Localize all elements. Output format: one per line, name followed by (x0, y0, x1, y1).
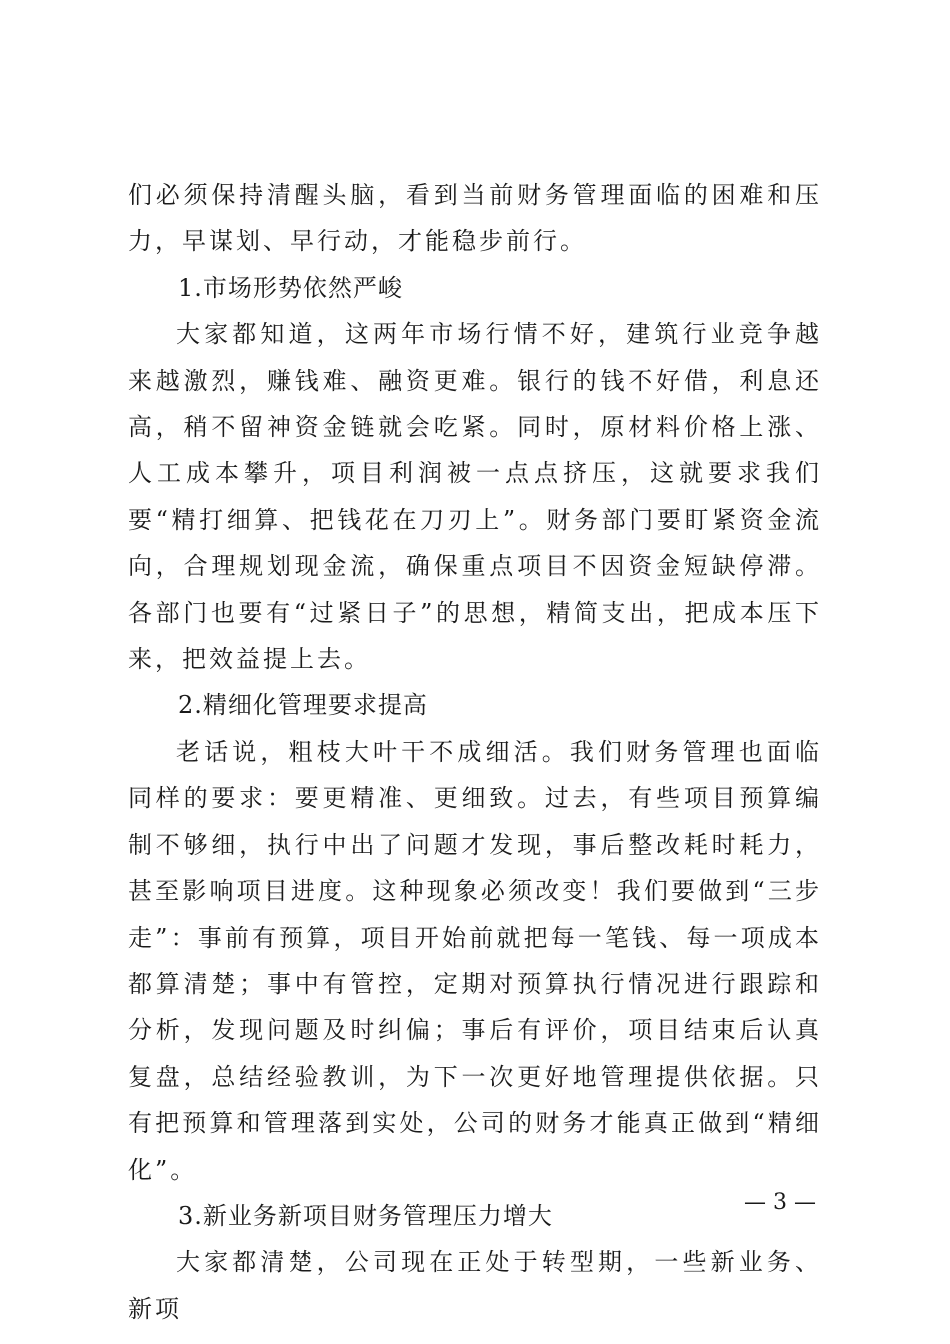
section-heading-3: 3.新业务新项目财务管理压力增大 (178, 1201, 553, 1230)
paragraph-refined-management: 老话说，粗枝大叶干不成细活。我们财务管理也面临同样的要求：要更精准、更细致。过去，有些项目预算编制不够细，执行中出了问题才发现，事后整改耗时耗力，甚至影响项目进度。这种现象必须改变！我们要做到“三步走”：事前有预算，项目开始前就把每一笔钱、每一项成本都算清楚；事中有管控，定期对预算执行情况进行跟踪和分析，发现问题及时纠偏；事后有评价，项目结束后认真复盘，总结经验教训，为下一次更好地管理提供依据。只有把预算和管理落到实处，公司的财务才能真正做到“精细化”。 (128, 737, 822, 1184)
section-heading-1: 1.市场形势依然严峻 (178, 273, 403, 302)
document-body (128, 172, 822, 1332)
paragraph-new-business: 大家都清楚，公司现在正处于转型期，一些新业务、新项 (128, 1248, 822, 1323)
section-heading-2: 2.精细化管理要求提高 (178, 691, 428, 720)
page-number: — 3 — (744, 1190, 816, 1215)
paragraph-continued: 们必须保持清醒头脑，看到当前财务管理面临的困难和压力，早谋划、早行动，才能稳步前行。 (128, 181, 822, 256)
paragraph-market: 大家都知道，这两年市场行情不好，建筑行业竞争越来越激烈，赚钱难、融资更难。银行的钱不好借，利息还高，稍不留神资金链就会吃紧。同时，原材料价格上涨、人工成本攀升，项目利润被一点点挤压，这就要求我们要“精打细算、把钱花在刀刃上”。财务部门要盯紧资金流向，合理规划现金流，确保重点项目不因资金短缺停滞。各部门也要有“过紧日子”的思想，精简支出，把成本压下来，把效益提上去。 (128, 320, 822, 674)
